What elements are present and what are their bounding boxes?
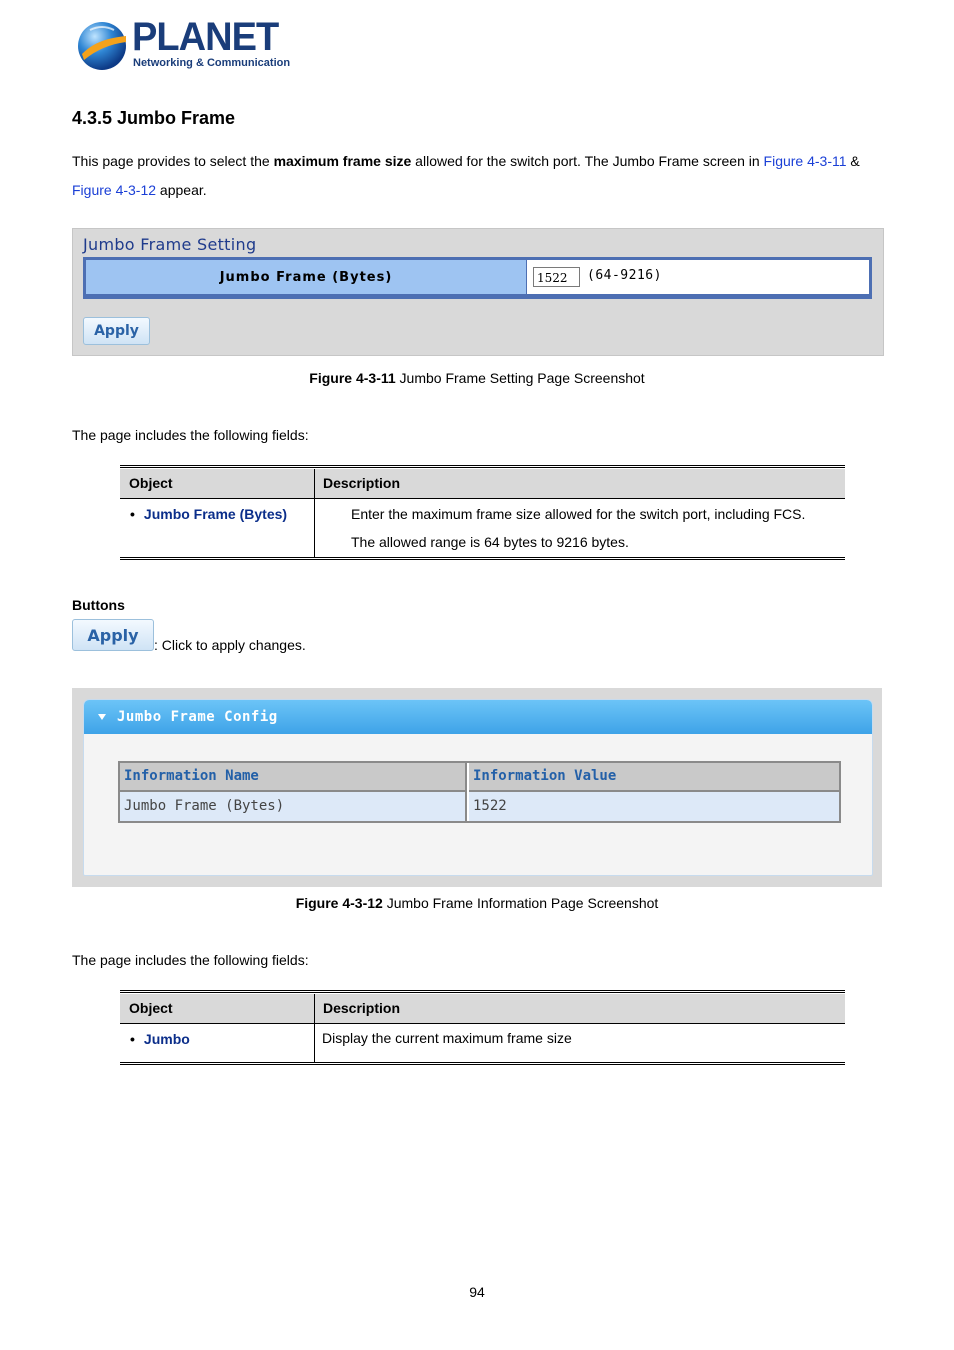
figure-link-1[interactable]: Figure 4-3-11 [763, 153, 847, 169]
jumbo-frame-setting-screenshot [72, 228, 884, 356]
collapse-triangle-icon[interactable] [98, 714, 106, 720]
table1-header-description: Description [323, 475, 401, 491]
table2-top-rule [120, 990, 845, 993]
intro-text-end: appear. [156, 182, 207, 198]
section-title: 4.3.5 Jumbo Frame [72, 108, 236, 128]
table2-object-jumbo: • Jumbo [130, 1031, 190, 1047]
apply-description: : Click to apply changes. [154, 637, 306, 653]
intro-text-mid: allowed for the switch port. The Jumbo Frame screen in [411, 153, 764, 169]
jumbo-frame-label: Jumbo Frame (Bytes) [86, 260, 526, 294]
info-value-cell: 1522 [469, 792, 839, 821]
info-name-cell: Jumbo Frame (Bytes) [120, 792, 467, 821]
jumbo-config-title: Jumbo Frame Config [117, 709, 278, 725]
figure-number-1: Figure 4-3-11 [309, 370, 396, 386]
table1-header-object: Object [129, 475, 173, 491]
buttons-heading: Buttons [72, 597, 125, 613]
jumbo-frame-value-cell [527, 260, 869, 294]
jumbo-frame-range: (64-9216) [587, 268, 662, 283]
page-number: 94 [469, 1284, 485, 1300]
table1-desc-line1: Enter the maximum frame size allowed for the switch port, including FCS. [351, 506, 806, 522]
intro-amp: & [846, 153, 860, 169]
table2-header [120, 994, 845, 1024]
jumbo-setting-title: Jumbo Frame Setting [83, 235, 257, 254]
figure-link-2[interactable]: Figure 4-3-12 [72, 182, 157, 198]
table2-header-description: Description [323, 1000, 401, 1016]
intro-bold: maximum frame size [273, 153, 412, 169]
table2-divider [314, 994, 315, 1062]
info-name-header: Information Name [120, 763, 467, 792]
fields-intro-2: The page includes the following fields: [72, 952, 309, 968]
table2-desc: Display the current maximum frame size [322, 1030, 572, 1046]
table1-object-jumbo-frame: • Jumbo Frame (Bytes) [130, 506, 287, 522]
apply-button-sample[interactable]: Apply [72, 619, 154, 651]
jumbo-setting-row [83, 257, 872, 299]
table1-desc-line2: The allowed range is 64 bytes to 9216 bytes. [351, 534, 629, 550]
table1-header [120, 469, 845, 499]
figure-caption-2 [0, 895, 954, 911]
figure-text-2: Jumbo Frame Information Page Screenshot [382, 895, 659, 911]
jumbo-config-header[interactable] [84, 700, 872, 734]
table1-top-rule [120, 465, 845, 468]
jumbo-config-table [118, 761, 841, 823]
figure-number-2: Figure 4-3-12 [295, 895, 383, 911]
intro-paragraph [72, 147, 902, 205]
logo-tagline: Networking & Communication [133, 57, 291, 69]
jumbo-config-panel [83, 699, 873, 876]
figure-text-1: Jumbo Frame Setting Page Screenshot [395, 370, 645, 386]
logo-brand: PLANET [132, 15, 279, 59]
fields-intro-1: The page includes the following fields: [72, 427, 309, 443]
table2-header-object: Object [129, 1000, 173, 1016]
intro-text: This page provides to select the [72, 153, 274, 169]
jumbo-frame-config-screenshot [72, 688, 882, 887]
globe-icon [76, 20, 128, 72]
info-value-header: Information Value [469, 763, 839, 792]
table1-bottom-rule [120, 557, 845, 560]
jumbo-frame-input[interactable]: 1522 [533, 267, 580, 287]
table1-divider [314, 469, 315, 557]
apply-button[interactable]: Apply [83, 317, 150, 345]
table2-bottom-rule [120, 1062, 845, 1065]
figure-caption-1 [0, 370, 954, 386]
